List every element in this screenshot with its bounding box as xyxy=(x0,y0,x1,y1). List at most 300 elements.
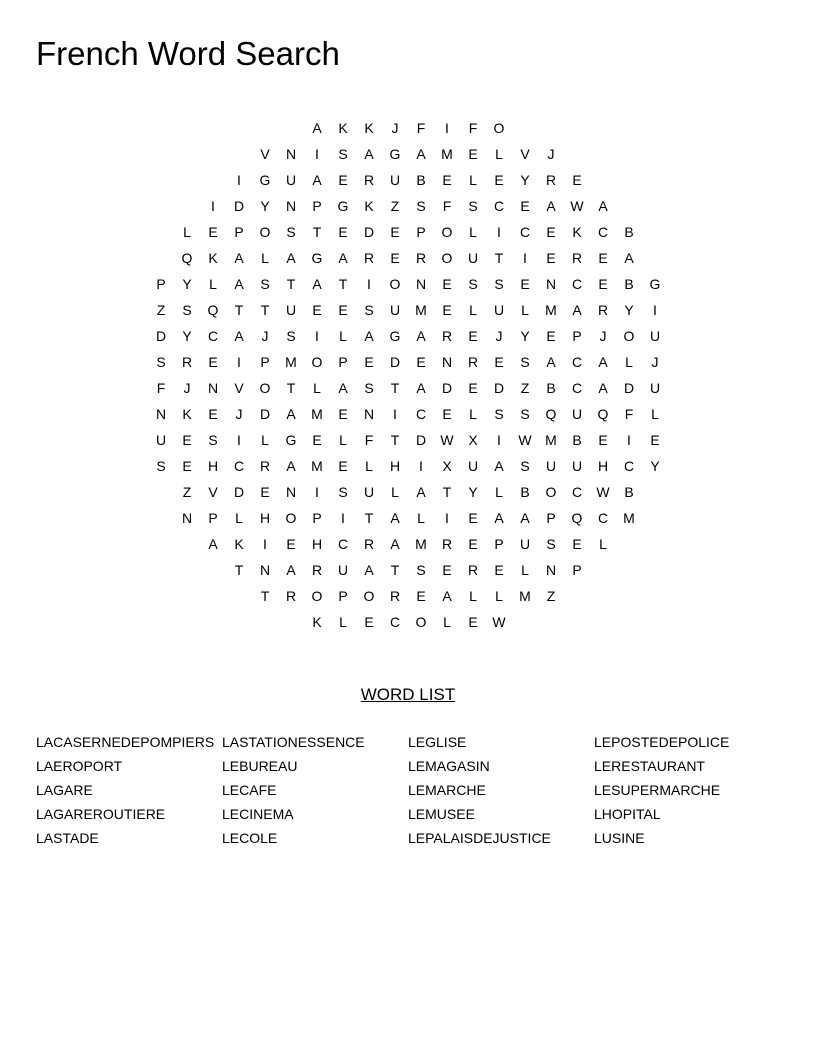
grid-letter: E xyxy=(494,354,504,370)
word-list-item: LUSINE xyxy=(594,830,645,846)
grid-letter: Q xyxy=(571,510,583,526)
grid-letter: N xyxy=(415,276,427,292)
grid-letter: P xyxy=(572,328,582,344)
grid-letter: L xyxy=(443,614,451,630)
grid-letter: L xyxy=(495,588,503,604)
grid-letter: E xyxy=(494,562,504,578)
grid-letter: L xyxy=(495,146,503,162)
grid-letter: R xyxy=(181,354,193,370)
page-title: French Word Search xyxy=(36,35,340,72)
grid-letter: E xyxy=(208,354,218,370)
grid-letter: A xyxy=(598,198,608,214)
grid-letter: T xyxy=(286,380,296,396)
grid-letter: A xyxy=(520,510,530,526)
word-list-item: LECOLE xyxy=(222,830,278,846)
grid-letter: E xyxy=(650,432,660,448)
grid-letter: C xyxy=(389,614,401,630)
grid-letter: E xyxy=(390,224,400,240)
grid-letter: E xyxy=(520,276,530,292)
grid-letter: L xyxy=(469,172,477,188)
grid-letter: R xyxy=(597,302,609,318)
grid-letter: Y xyxy=(650,458,660,474)
grid-letter: A xyxy=(286,250,296,266)
grid-letter: S xyxy=(520,354,530,370)
grid-letter: M xyxy=(311,458,323,474)
grid-letter: R xyxy=(467,562,479,578)
grid-letter: H xyxy=(389,458,401,474)
grid-letter: M xyxy=(441,146,453,162)
grid-letter: D xyxy=(389,354,401,370)
word-list-item: LERESTAURANT xyxy=(594,758,705,774)
grid-letter: R xyxy=(389,588,401,604)
grid-letter: B xyxy=(624,276,634,292)
grid-letter: B xyxy=(520,484,530,500)
grid-letter: H xyxy=(597,458,609,474)
grid-letter: J xyxy=(599,328,607,344)
grid-letter: A xyxy=(598,380,608,396)
grid-letter: R xyxy=(363,250,375,266)
grid-letter: A xyxy=(416,146,426,162)
grid-letter: U xyxy=(493,302,505,318)
grid-letter: I xyxy=(315,328,319,344)
grid-letter: I xyxy=(523,250,527,266)
grid-letter: C xyxy=(571,484,583,500)
grid-letter: D xyxy=(623,380,635,396)
grid-letter: W xyxy=(492,614,506,630)
grid-letter: P xyxy=(156,276,166,292)
word-list-item: LEMARCHE xyxy=(408,782,486,798)
grid-letter: U xyxy=(545,458,557,474)
grid-letter: A xyxy=(546,354,556,370)
grid-letter: P xyxy=(416,224,426,240)
grid-letter: N xyxy=(441,354,453,370)
grid-letter: U xyxy=(467,250,479,266)
grid-letter: R xyxy=(467,354,479,370)
grid-letter: G xyxy=(311,250,323,266)
grid-letter: S xyxy=(182,302,192,318)
grid-letter: K xyxy=(182,406,192,422)
grid-letter: I xyxy=(393,406,397,422)
grid-letter: E xyxy=(546,328,556,344)
grid-letter: R xyxy=(441,328,453,344)
grid-letter: V xyxy=(520,146,530,162)
grid-letter: F xyxy=(364,432,374,448)
grid-letter: N xyxy=(259,562,271,578)
grid-letter: P xyxy=(208,510,218,526)
grid-letter: G xyxy=(285,432,297,448)
grid-letter: Y xyxy=(260,198,270,214)
grid-letter: A xyxy=(338,250,348,266)
grid-letter: J xyxy=(183,380,191,396)
grid-letter: F xyxy=(416,120,426,136)
grid-letter: O xyxy=(259,380,271,396)
grid-letter: L xyxy=(469,588,477,604)
word-list-heading: WORD LIST xyxy=(360,685,456,704)
grid-letter: A xyxy=(416,328,426,344)
grid-letter: R xyxy=(363,172,375,188)
grid-letter: O xyxy=(623,328,635,344)
grid-letter: L xyxy=(339,614,347,630)
grid-letter: P xyxy=(572,562,582,578)
grid-letter: P xyxy=(338,588,348,604)
grid-letter: U xyxy=(467,458,479,474)
grid-letter: E xyxy=(338,406,348,422)
grid-letter: R xyxy=(545,172,557,188)
grid-letter: T xyxy=(390,432,400,448)
grid-letter: E xyxy=(182,458,192,474)
grid-letter: B xyxy=(624,224,634,240)
grid-letter: L xyxy=(521,562,529,578)
grid-letter: E xyxy=(572,536,582,552)
grid-letter: M xyxy=(285,354,297,370)
grid-letter: A xyxy=(312,120,322,136)
grid-letter: E xyxy=(364,354,374,370)
grid-letter: I xyxy=(315,484,319,500)
grid-letter: E xyxy=(364,614,374,630)
word-list-item: LEBUREAU xyxy=(222,758,298,774)
grid-letter: D xyxy=(259,406,271,422)
grid-letter: U xyxy=(285,172,297,188)
grid-letter: E xyxy=(182,432,192,448)
grid-letter: I xyxy=(211,198,215,214)
word-list-item: LECINEMA xyxy=(222,806,294,822)
grid-letter: O xyxy=(545,484,557,500)
grid-letter: U xyxy=(389,302,401,318)
grid-letter: A xyxy=(598,354,608,370)
grid-letter: S xyxy=(520,458,530,474)
grid-letter: O xyxy=(415,614,427,630)
grid-letter: N xyxy=(155,406,167,422)
grid-letter: K xyxy=(208,250,218,266)
grid-letter: E xyxy=(442,406,452,422)
grid-letter: H xyxy=(259,510,271,526)
grid-letter: G xyxy=(389,146,401,162)
grid-letter: N xyxy=(545,562,557,578)
grid-letter: U xyxy=(519,536,531,552)
grid-letter: K xyxy=(572,224,582,240)
grid-letter: E xyxy=(208,224,218,240)
grid-letter: C xyxy=(623,458,635,474)
grid-letter: Z xyxy=(546,588,556,604)
grid-letter: J xyxy=(391,120,399,136)
grid-letter: L xyxy=(261,250,269,266)
grid-letter: E xyxy=(598,432,608,448)
grid-letter: G xyxy=(389,328,401,344)
grid-letter: E xyxy=(416,354,426,370)
grid-letter: L xyxy=(235,510,243,526)
grid-letter: A xyxy=(390,510,400,526)
grid-letter: A xyxy=(286,562,296,578)
grid-letter: F xyxy=(468,120,478,136)
grid-letter: I xyxy=(445,510,449,526)
grid-letter: E xyxy=(468,328,478,344)
grid-letter: W xyxy=(570,198,584,214)
grid-letter: T xyxy=(234,562,244,578)
grid-letter: E xyxy=(312,432,322,448)
grid-letter: R xyxy=(285,588,297,604)
grid-letter: D xyxy=(233,484,245,500)
grid-letter: E xyxy=(468,536,478,552)
grid-letter: U xyxy=(285,302,297,318)
grid-letter: T xyxy=(260,588,270,604)
grid-letter: E xyxy=(442,302,452,318)
grid-letter: A xyxy=(572,302,582,318)
grid-letter: J xyxy=(547,146,555,162)
grid-letter: I xyxy=(367,276,371,292)
grid-letter: T xyxy=(338,276,348,292)
grid-letter: Y xyxy=(182,328,192,344)
grid-letter: A xyxy=(494,510,504,526)
grid-letter: N xyxy=(545,276,557,292)
grid-letter: L xyxy=(261,432,269,448)
grid-letter: O xyxy=(493,120,505,136)
grid-letter: L xyxy=(651,406,659,422)
grid-letter: S xyxy=(468,198,478,214)
word-list-item: LECAFE xyxy=(222,782,277,798)
grid-letter: E xyxy=(468,614,478,630)
grid-letter: R xyxy=(571,250,583,266)
grid-letter: A xyxy=(208,536,218,552)
grid-letter: Z xyxy=(390,198,400,214)
word-list-item: LEPOSTEDEPOLICE xyxy=(594,734,730,750)
grid-letter: S xyxy=(468,276,478,292)
word-list-item: LEGLISE xyxy=(408,734,467,750)
grid-letter: S xyxy=(416,198,426,214)
grid-letter: G xyxy=(649,276,661,292)
grid-letter: E xyxy=(598,250,608,266)
grid-letter: E xyxy=(468,146,478,162)
grid-letter: S xyxy=(260,276,270,292)
grid-letter: I xyxy=(445,120,449,136)
grid-letter: K xyxy=(234,536,244,552)
grid-letter: A xyxy=(416,484,426,500)
grid-letter: T xyxy=(442,484,452,500)
grid-letter: Y xyxy=(624,302,634,318)
grid-letter: L xyxy=(339,328,347,344)
grid-letter: R xyxy=(441,536,453,552)
grid-letter: J xyxy=(651,354,659,370)
grid-letter: L xyxy=(469,406,477,422)
grid-letter: E xyxy=(338,302,348,318)
word-list-item: LAEROPORT xyxy=(36,758,123,774)
grid-letter: L xyxy=(599,536,607,552)
grid-letter: E xyxy=(442,562,452,578)
word-list xyxy=(36,730,780,850)
grid-letter: I xyxy=(497,432,501,448)
word-list-item: LESUPERMARCHE xyxy=(594,782,721,798)
grid-letter: Z xyxy=(520,380,530,396)
grid-letter: L xyxy=(365,458,373,474)
grid-letter: C xyxy=(415,406,427,422)
grid-letter: M xyxy=(311,406,323,422)
grid-letter: S xyxy=(546,536,556,552)
grid-letter: V xyxy=(234,380,244,396)
grid-letter: L xyxy=(495,484,503,500)
grid-letter: L xyxy=(209,276,217,292)
grid-letter: R xyxy=(311,562,323,578)
grid-letter: C xyxy=(571,354,583,370)
grid-letter: H xyxy=(207,458,219,474)
grid-letter: W xyxy=(518,432,532,448)
grid-letter: A xyxy=(364,328,374,344)
grid-letter: V xyxy=(208,484,218,500)
grid-letter: Z xyxy=(156,302,166,318)
grid-letter: P xyxy=(338,354,348,370)
word-list-item: LASTADE xyxy=(36,830,99,846)
grid-letter: C xyxy=(233,458,245,474)
word-list-item: LEMUSEE xyxy=(408,806,475,822)
grid-letter: S xyxy=(286,224,296,240)
grid-letter: A xyxy=(624,250,634,266)
grid-letter: L xyxy=(313,380,321,396)
grid-letter: Q xyxy=(207,302,219,318)
grid-letter: E xyxy=(442,276,452,292)
grid-letter: N xyxy=(285,198,297,214)
grid-letter: O xyxy=(363,588,375,604)
grid-letter: T xyxy=(286,276,296,292)
grid-letter: I xyxy=(237,172,241,188)
grid-letter: A xyxy=(286,458,296,474)
grid-letter: U xyxy=(571,406,583,422)
grid-letter: C xyxy=(519,224,531,240)
grid-letter: W xyxy=(596,484,610,500)
grid-letter: R xyxy=(259,458,271,474)
grid-letter: E xyxy=(286,536,296,552)
grid-letter: K xyxy=(338,120,348,136)
grid-letter: J xyxy=(235,406,243,422)
grid-letter: E xyxy=(338,224,348,240)
grid-letter: P xyxy=(546,510,556,526)
grid-letter: T xyxy=(390,562,400,578)
grid-letter: Y xyxy=(468,484,478,500)
grid-letter: D xyxy=(415,432,427,448)
grid-letter: I xyxy=(263,536,267,552)
grid-letter: I xyxy=(341,510,345,526)
grid-letter: V xyxy=(260,146,270,162)
word-list-item: LASTATIONESSENCE xyxy=(222,734,365,750)
grid-letter: S xyxy=(338,146,348,162)
grid-letter: I xyxy=(627,432,631,448)
grid-letter: A xyxy=(234,250,244,266)
grid-letter: T xyxy=(364,510,374,526)
grid-letter: M xyxy=(545,302,557,318)
grid-letter: F xyxy=(624,406,634,422)
grid-letter: F xyxy=(442,198,452,214)
grid-letter: D xyxy=(233,198,245,214)
word-list-item: LAGARE xyxy=(36,782,93,798)
grid-letter: E xyxy=(390,250,400,266)
grid-letter: S xyxy=(208,432,218,448)
grid-letter: S xyxy=(494,406,504,422)
grid-letter: S xyxy=(364,380,374,396)
grid-letter: E xyxy=(416,588,426,604)
grid-letter: N xyxy=(285,484,297,500)
grid-letter: I xyxy=(237,432,241,448)
grid-letter: M xyxy=(519,588,531,604)
grid-letter: O xyxy=(441,224,453,240)
grid-letter: X xyxy=(442,458,452,474)
grid-letter: L xyxy=(417,510,425,526)
grid-letter: Y xyxy=(182,276,192,292)
grid-letter: D xyxy=(155,328,167,344)
grid-letter: O xyxy=(389,276,401,292)
grid-letter: L xyxy=(521,302,529,318)
grid-letter: N xyxy=(181,510,193,526)
grid-letter: E xyxy=(572,172,582,188)
grid-letter: A xyxy=(286,406,296,422)
grid-letter: O xyxy=(441,250,453,266)
grid-letter: E xyxy=(338,458,348,474)
grid-letter: Z xyxy=(182,484,192,500)
grid-letter: P xyxy=(234,224,244,240)
grid-letter: O xyxy=(259,224,271,240)
grid-letter: T xyxy=(494,250,504,266)
grid-letter: D xyxy=(363,224,375,240)
grid-letter: T xyxy=(312,224,322,240)
grid-letter: K xyxy=(364,198,374,214)
word-list-item: LEMAGASIN xyxy=(408,758,490,774)
grid-letter: U xyxy=(571,458,583,474)
grid-letter: L xyxy=(339,432,347,448)
grid-letter: C xyxy=(207,328,219,344)
grid-letter: E xyxy=(468,510,478,526)
grid-letter: I xyxy=(419,458,423,474)
grid-letter: E xyxy=(468,380,478,396)
grid-letter: B xyxy=(572,432,582,448)
word-list-item: LAGAREROUTIERE xyxy=(36,806,166,822)
grid-letter: C xyxy=(571,276,583,292)
grid-letter: I xyxy=(315,146,319,162)
grid-letter: M xyxy=(545,432,557,448)
grid-letter: A xyxy=(546,198,556,214)
grid-letter: W xyxy=(440,432,454,448)
grid-letter: C xyxy=(597,510,609,526)
grid-letter: D xyxy=(441,380,453,396)
grid-letter: C xyxy=(597,224,609,240)
grid-letter: O xyxy=(311,588,323,604)
grid-letter: S xyxy=(156,354,166,370)
word-list-item: LACASERNEDEPOMPIERS xyxy=(36,734,215,750)
grid-letter: L xyxy=(469,224,477,240)
grid-letter: P xyxy=(260,354,270,370)
grid-letter: O xyxy=(311,354,323,370)
grid-letter: S xyxy=(494,276,504,292)
grid-letter: S xyxy=(520,406,530,422)
grid-letter: M xyxy=(623,510,635,526)
grid-letter: A xyxy=(234,276,244,292)
grid-letter: X xyxy=(468,432,478,448)
grid-letter: I xyxy=(497,224,501,240)
grid-letter: U xyxy=(389,172,401,188)
grid-letter: Q xyxy=(597,406,609,422)
grid-letter: J xyxy=(495,328,503,344)
grid-letter: A xyxy=(416,380,426,396)
grid-letter: A xyxy=(312,172,322,188)
grid-letter: N xyxy=(363,406,375,422)
grid-letter: U xyxy=(649,380,661,396)
grid-letter: N xyxy=(285,146,297,162)
grid-letter: J xyxy=(261,328,269,344)
grid-letter: H xyxy=(311,536,323,552)
grid-letter: E xyxy=(312,302,322,318)
grid-letter: O xyxy=(285,510,297,526)
grid-letter: U xyxy=(363,484,375,500)
grid-letter: E xyxy=(520,198,530,214)
grid-letter: E xyxy=(546,224,556,240)
grid-letter: L xyxy=(625,354,633,370)
grid-letter: A xyxy=(234,328,244,344)
grid-letter: A xyxy=(338,380,348,396)
